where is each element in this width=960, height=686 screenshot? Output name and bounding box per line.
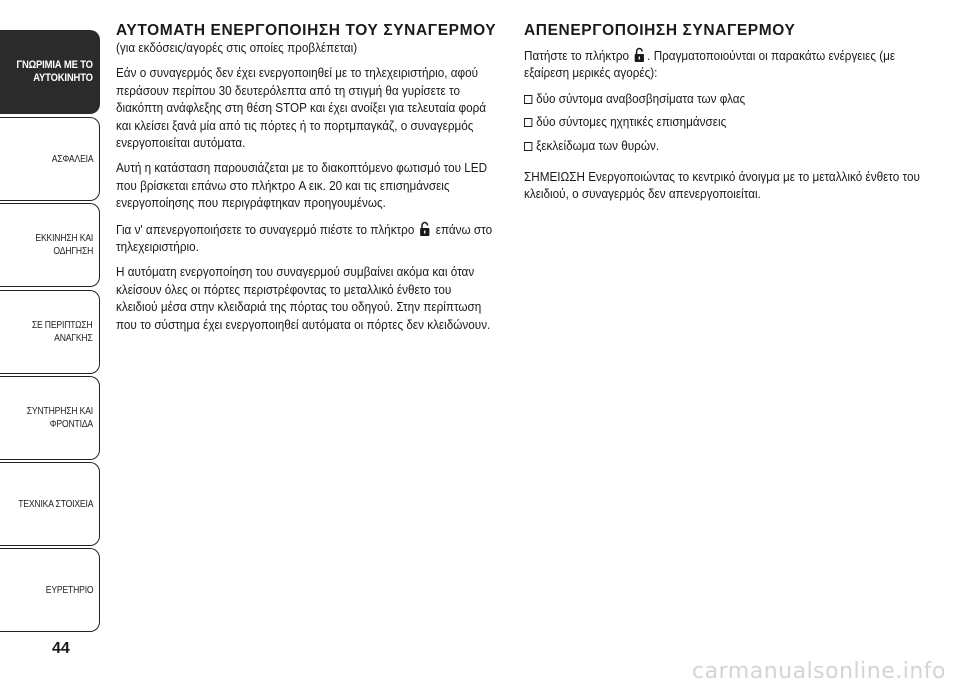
- tab-index[interactable]: [0, 548, 100, 632]
- tab-label: ΕΥΡΕΤΗΡΙΟ: [45, 584, 93, 596]
- paragraph-text: Πατήστε το πλήκτρο: [524, 49, 630, 63]
- paragraph-text: Για ν' απενεργοποιήσετε το συναγερμό πιέστε το πλήκτρο: [116, 222, 415, 237]
- section-title: ΑΠΕΝΕΡΓΟΠΟΙΗΣΗ ΣΥΝΑΓΕΡΜΟΥ: [524, 22, 796, 39]
- tab-technical-data[interactable]: [0, 462, 100, 546]
- paragraph-text: . Πραγματοποιούνται οι παρακάτω ενέργειες (με εξαίρεση μερικές αγορές):: [524, 49, 896, 81]
- tab-starting-driving[interactable]: [0, 203, 100, 287]
- tab-label: ΣΕ ΠΕΡΙΠΤΩΣΗ ΑΝΑΓΚΗΣ: [32, 320, 93, 344]
- paragraph-with-icon: [116, 221, 496, 257]
- list-item-text: ξεκλείδωμα των θυρών.: [536, 138, 660, 153]
- paragraph-with-icon: [524, 47, 922, 83]
- list-item: [524, 114, 922, 131]
- unlock-icon: [634, 47, 645, 63]
- tab-label: ΓΝΩΡΙΜΙΑ ΜΕ ΤΟ ΑΥΤΟΚΙΝΗΤΟ: [16, 59, 93, 84]
- list-item-text: δύο σύντομες ηχητικές επισημάνσεις: [536, 115, 727, 130]
- list-item: [524, 91, 922, 108]
- tab-safety[interactable]: [0, 117, 100, 201]
- unlock-icon: [419, 221, 430, 237]
- list-item: [524, 138, 922, 155]
- section-alarm-deactivation: [524, 22, 924, 212]
- paragraph: Η αυτόματη ενεργοποίηση του συναγερμού συμβαίνει ακόμα και όταν κλείσουν όλες οι πόρτες περιστρέφοντας το μεταλλικό ένθετο του κλειδιού μέσα στην κλειδαριά της πόρτας του οδηγού. Στην περίπτωση που το σύστημα έχει ενεργοποιηθεί αυτόματα οι πόρτες δεν κλειδώνουν.: [116, 265, 491, 332]
- list-item-text: δύο σύντομα αναβοσβησίματα των φλας: [536, 91, 746, 106]
- paragraph: Εάν ο συναγερμός δεν έχει ενεργοποιηθεί με το τηλεχειριστήριο, αφού περάσουν περίπου 30 δευτερόλεπτα από τη στιγμή θα γυρίσετε το διακόπτη ανάφλεξης στη θέση STOP και έχει ανοίξει για τελευταία φορά και κλείσει ξανά μία από τις πόρτες ή το πορτμπαγκάζ, ο συναγερμός ενεργοποιείται αυτόματα.: [116, 66, 487, 151]
- tab-getting-to-know-car[interactable]: [0, 30, 100, 114]
- page-number: 44: [52, 640, 70, 657]
- checkbox-bullet-icon: [524, 95, 532, 104]
- section-subtitle: (για εκδόσεις/αγορές στις οποίες προβλέπεται): [116, 41, 358, 55]
- tab-label: ΣΥΝΤΗΡΗΣΗ ΚΑΙ ΦΡΟΝΤΙΔΑ: [26, 406, 93, 430]
- tab-label: ΕΚΚΙΝΗΣΗ ΚΑΙ ΟΔΗΓΗΣΗ: [35, 233, 93, 257]
- tab-emergency[interactable]: [0, 290, 100, 374]
- section-automatic-alarm-activation: [116, 22, 498, 342]
- section-title: ΑΥΤΟΜΑΤΗ ΕΝΕΡΓΟΠΟΙΗΣΗ ΤΟΥ ΣΥΝΑΓΕΡΜΟΥ: [116, 22, 497, 39]
- tab-label: ΑΣΦΑΛΕΙΑ: [51, 153, 93, 165]
- checkbox-bullet-icon: [524, 118, 532, 127]
- watermark: carmanualsonline.info: [692, 659, 946, 684]
- paragraph: Αυτή η κατάσταση παρουσιάζεται με το διακοπτόμενο φωτισμό του LED που βρίσκεται επάνω στο πλήκτρο A εικ. 20 και τις επισημάνσεις ενεργοποίησης που περιγράφτηκαν προηγουμένως.: [116, 161, 488, 211]
- note-paragraph: ΣΗΜΕΙΩΣΗ Ενεργοποιώντας το κεντρικό άνοιγμα με το μεταλλικό ένθετο του κλειδιού, ο συναγερμός δεν απενεργοποιείται.: [524, 170, 920, 202]
- paragraph-text: επάνω στο τηλεχειριστήριο.: [116, 222, 493, 255]
- tab-maintenance-care[interactable]: [0, 376, 100, 460]
- checkbox-bullet-icon: [524, 142, 532, 151]
- tab-label: ΤΕΧΝΙΚΑ ΣΤΟΙΧΕΙΑ: [17, 498, 93, 510]
